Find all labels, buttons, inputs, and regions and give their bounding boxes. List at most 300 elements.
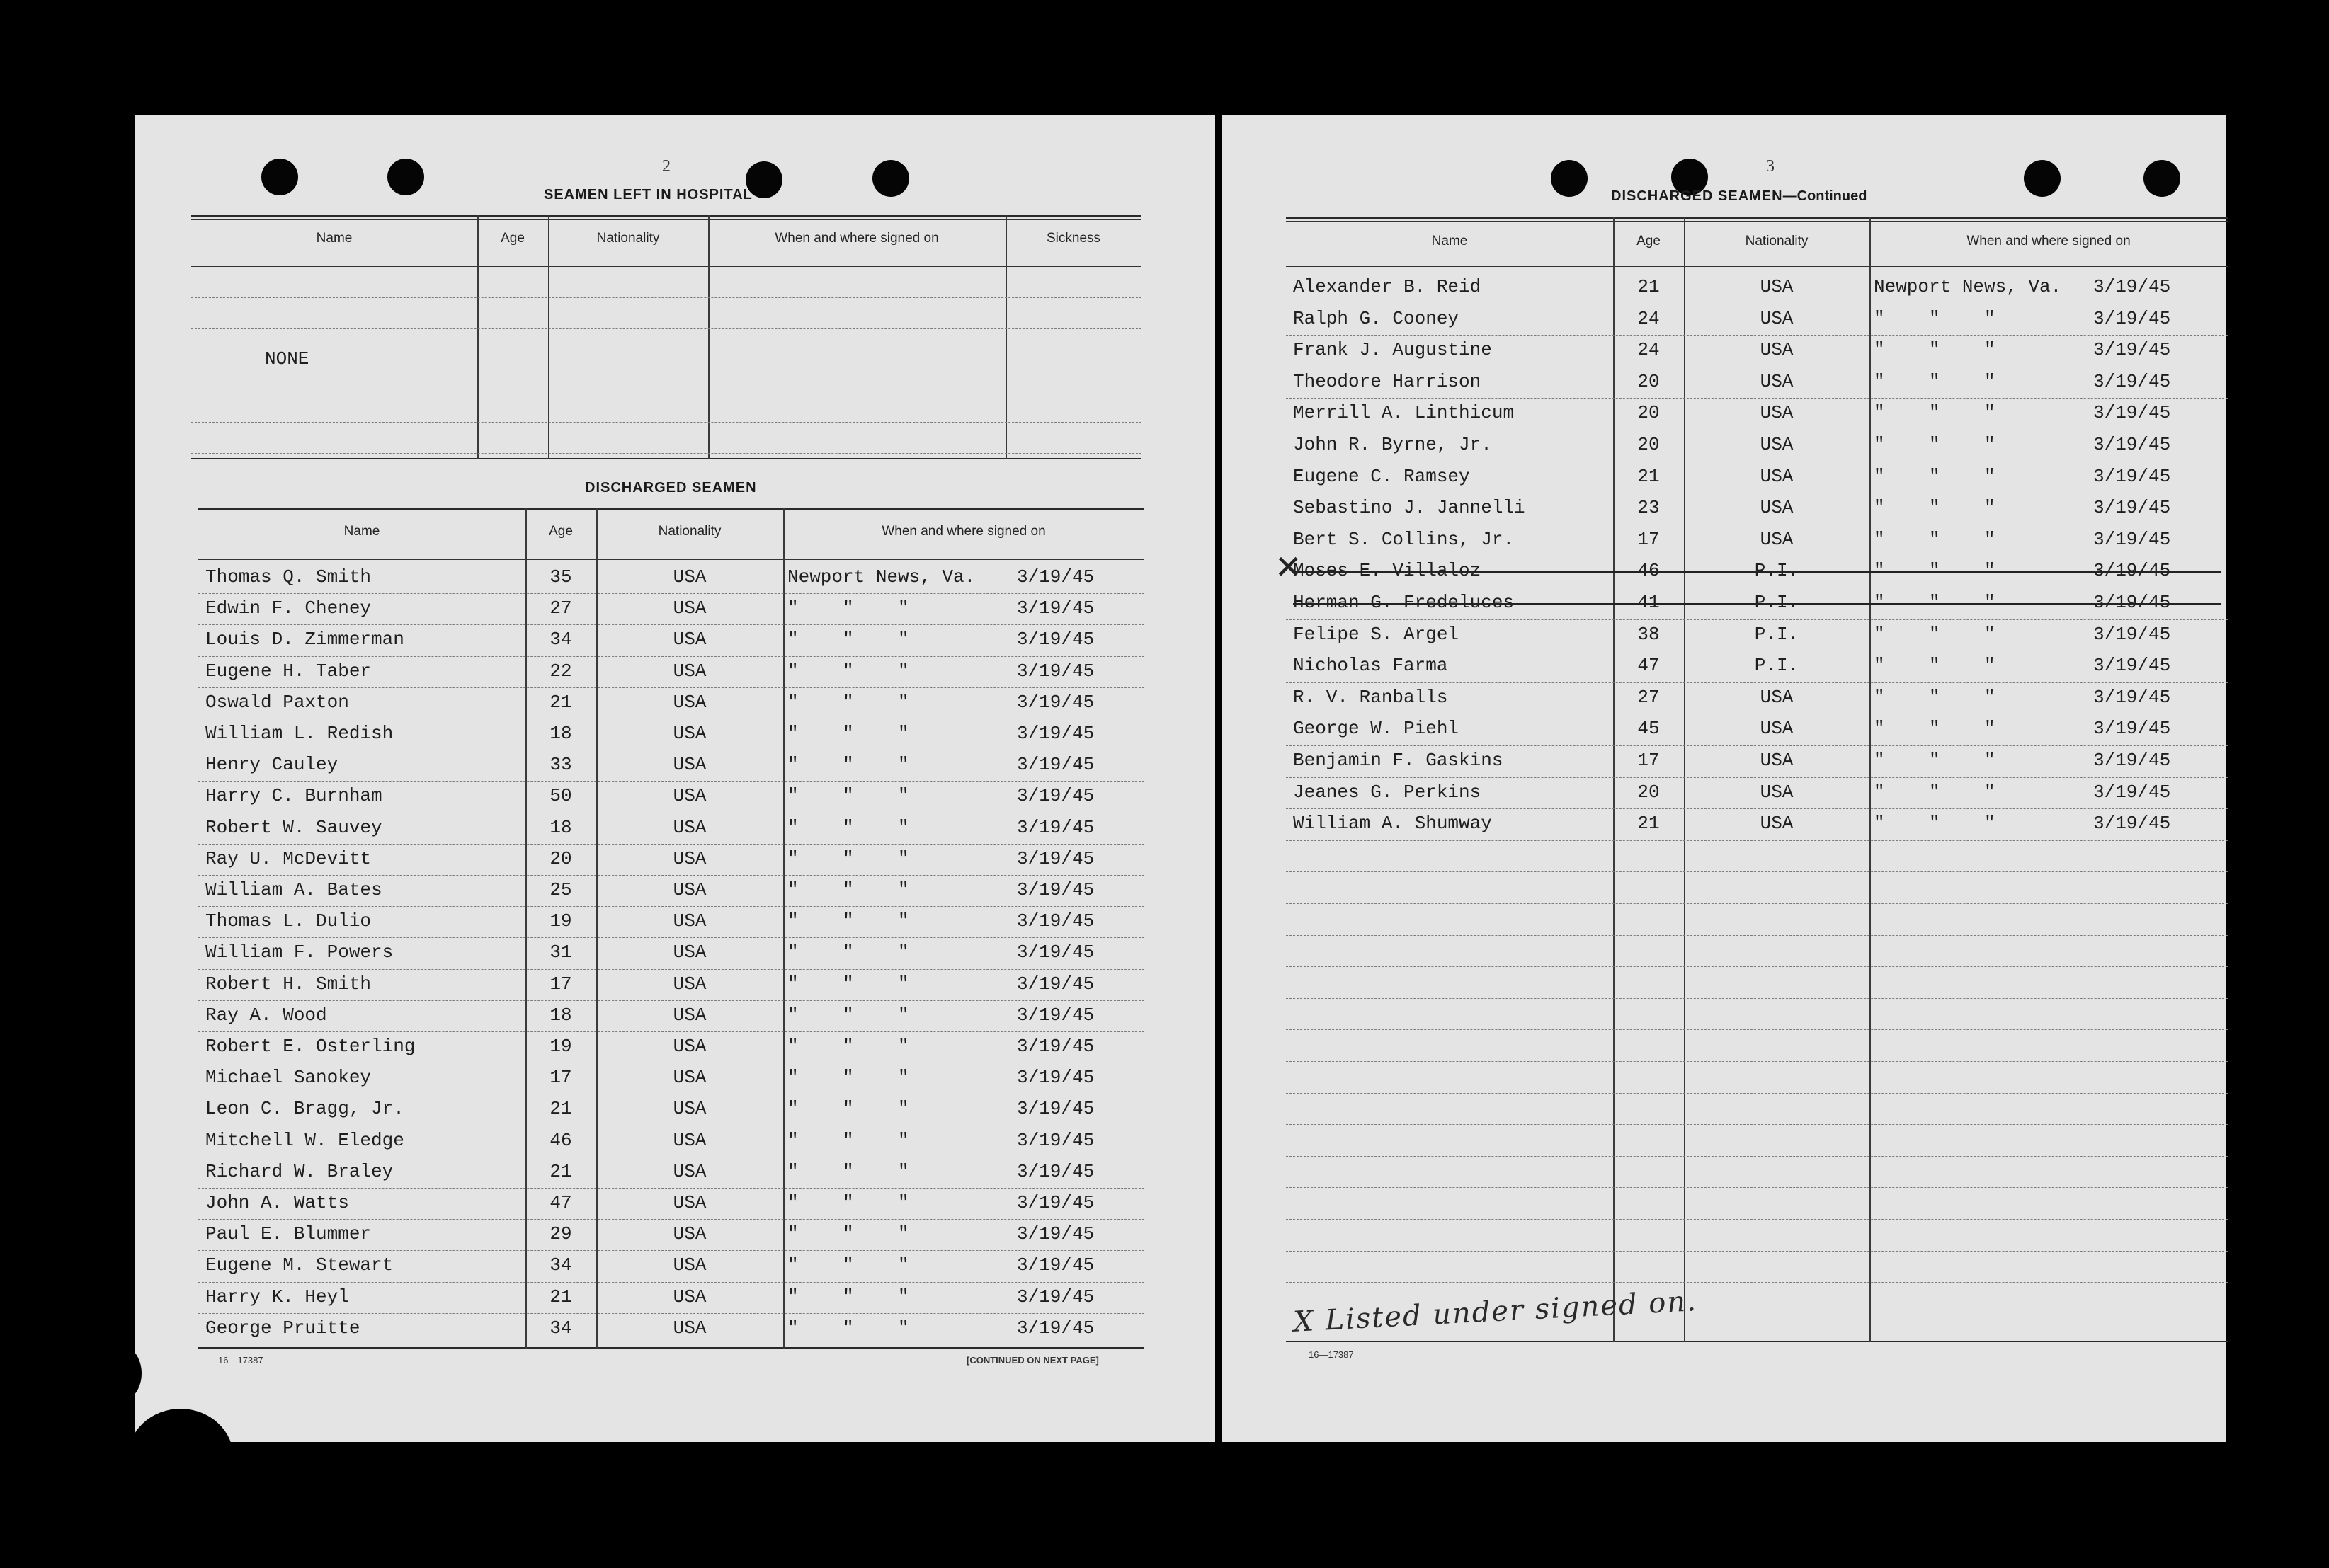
seaman-nationality: USA: [1760, 307, 1794, 329]
seaman-age: 22: [549, 660, 572, 682]
signed-on-place: " " ": [1874, 655, 1995, 677]
seaman-name: Leon C. Bragg, Jr.: [205, 1098, 404, 1120]
seaman-nationality: USA: [1760, 465, 1794, 487]
seaman-name: William F. Powers: [205, 942, 394, 963]
table-top-rule: [191, 215, 1141, 217]
row-rule: [1286, 871, 2228, 872]
signed-on-place: " " ": [1874, 528, 1995, 550]
column-header: Name: [316, 231, 353, 246]
seaman-nationality: USA: [1760, 813, 1794, 835]
table-bottom-rule: [1286, 1341, 2228, 1342]
punch-hole: [1551, 160, 1588, 197]
seaman-nationality: USA: [673, 566, 707, 588]
signed-on-place: " " ": [787, 1192, 909, 1213]
signed-on-date: 3/19/45: [1017, 816, 1095, 838]
signed-on-date: 3/19/45: [2093, 434, 2171, 455]
signed-on-date: 3/19/45: [2093, 623, 2171, 645]
seaman-name: Michael Sanokey: [205, 1067, 372, 1089]
table-row: [198, 937, 1144, 968]
table-row: [198, 750, 1144, 781]
seaman-age: 41: [1637, 592, 1660, 613]
table-row: [198, 844, 1144, 875]
seaman-age: 17: [1637, 750, 1660, 771]
hospital-table: [191, 215, 1141, 459]
seaman-nationality: USA: [673, 1192, 707, 1213]
row-rule: [1286, 1156, 2228, 1157]
column-header: Sickness: [1046, 231, 1101, 246]
seaman-age: 27: [1637, 686, 1660, 708]
column-header: When and where signed on: [882, 524, 1046, 539]
signed-on-date: 3/19/45: [1017, 1129, 1095, 1151]
table-row: [198, 969, 1144, 1000]
signed-on-date: 3/19/45: [1017, 597, 1095, 619]
signed-on-place: " " ": [1874, 339, 1995, 361]
seaman-nationality: USA: [673, 691, 707, 713]
signed-on-place: " " ": [787, 1317, 909, 1339]
signed-on-date: 3/19/45: [1017, 1317, 1095, 1339]
seaman-nationality: USA: [673, 1286, 707, 1307]
discharged-table: [198, 508, 1144, 1349]
continued-note: [CONTINUED ON NEXT PAGE]: [967, 1355, 1099, 1366]
seaman-nationality: USA: [673, 660, 707, 682]
seaman-nationality: USA: [673, 910, 707, 932]
column-divider: [548, 215, 549, 459]
column-divider: [477, 215, 479, 459]
seaman-age: 34: [549, 629, 572, 651]
row-rule: [191, 297, 1141, 298]
table-row: [198, 719, 1144, 750]
seaman-nationality: USA: [673, 1160, 707, 1182]
signed-on-place: " " ": [787, 879, 909, 900]
seaman-name: Alexander B. Reid: [1293, 276, 1481, 297]
seaman-age: 46: [1637, 560, 1660, 582]
row-rule: [191, 422, 1141, 423]
signed-on-date: 3/19/45: [2093, 686, 2171, 708]
table-row: [1286, 714, 2228, 745]
seaman-age: 18: [549, 723, 572, 744]
strikethrough-line: [1293, 571, 2221, 573]
signed-on-place: " " ": [787, 785, 909, 807]
table-row: [1286, 367, 2228, 398]
punch-hole: [872, 160, 909, 197]
seaman-age: 23: [1637, 497, 1660, 519]
page-number: 2: [662, 157, 671, 176]
signed-on-date: 3/19/45: [1017, 1004, 1095, 1026]
table-row: [1286, 335, 2228, 366]
seaman-age: 21: [549, 691, 572, 713]
seaman-nationality: USA: [673, 973, 707, 995]
signed-on-date: 3/19/45: [2093, 497, 2171, 519]
signed-on-date: 3/19/45: [1017, 629, 1095, 651]
seaman-nationality: USA: [1760, 434, 1794, 455]
signed-on-place: Newport News, Va.: [1874, 276, 2062, 297]
seaman-name: Mitchell W. Eledge: [205, 1129, 404, 1151]
seaman-nationality: USA: [673, 754, 707, 776]
strikethrough-line: [1293, 603, 2221, 605]
punch-hole: [261, 159, 298, 195]
row-rule: [1286, 966, 2228, 967]
seaman-nationality: USA: [673, 879, 707, 900]
table-top-rule: [1286, 221, 2228, 222]
column-header: Nationality: [596, 231, 660, 246]
signed-on-date: 3/19/45: [2093, 813, 2171, 835]
seaman-name: John A. Watts: [205, 1192, 349, 1213]
table-row: [198, 1126, 1144, 1157]
page-fold: [1215, 115, 1222, 1442]
seaman-nationality: USA: [1760, 750, 1794, 771]
seaman-name: Robert W. Sauvey: [205, 816, 382, 838]
table-row: [1286, 651, 2228, 682]
form-code: 16—17387: [1309, 1349, 1354, 1360]
seaman-name: Sebastino J. Jannelli: [1293, 497, 1525, 519]
table-row: [198, 656, 1144, 687]
signed-on-place: " " ": [1874, 686, 1995, 708]
seaman-name: Eugene M. Stewart: [205, 1254, 394, 1276]
signed-on-place: " " ": [787, 847, 909, 869]
seaman-age: 18: [549, 816, 572, 838]
table-row: [198, 1063, 1144, 1094]
seaman-nationality: USA: [1760, 339, 1794, 361]
ink-stain: [99, 1345, 142, 1402]
table-row: [1286, 398, 2228, 429]
row-rule: [191, 453, 1141, 454]
row-rule: [1286, 1029, 2228, 1030]
signed-on-date: 3/19/45: [1017, 1254, 1095, 1276]
seaman-age: 47: [549, 1192, 572, 1213]
seaman-name: Thomas L. Dulio: [205, 910, 372, 932]
signed-on-place: " " ": [1874, 497, 1995, 519]
signed-on-date: 3/19/45: [1017, 973, 1095, 995]
signed-on-date: 3/19/45: [1017, 660, 1095, 682]
punch-hole: [2143, 160, 2180, 197]
seaman-age: 34: [549, 1254, 572, 1276]
signed-on-date: 3/19/45: [2093, 276, 2171, 297]
seaman-age: 19: [549, 910, 572, 932]
table-row: [1286, 556, 2228, 587]
seaman-nationality: P.I.: [1754, 655, 1799, 677]
signed-on-date: 3/19/45: [2093, 560, 2171, 582]
seaman-nationality: USA: [673, 1004, 707, 1026]
title-suffix: —Continued: [1782, 188, 1867, 204]
seaman-nationality: USA: [1760, 528, 1794, 550]
seaman-age: 47: [1637, 655, 1660, 677]
signed-on-date: 3/19/45: [1017, 1098, 1095, 1120]
column-divider: [1006, 215, 1007, 459]
seaman-name: George W. Piehl: [1293, 718, 1459, 740]
signed-on-date: 3/19/45: [1017, 1036, 1095, 1057]
seaman-nationality: USA: [673, 785, 707, 807]
signed-on-place: " " ": [1874, 307, 1995, 329]
seaman-nationality: USA: [673, 1317, 707, 1339]
seaman-name: Herman G. Fredeluces: [1293, 592, 1515, 613]
seaman-age: 21: [549, 1286, 572, 1307]
seaman-age: 21: [1637, 276, 1660, 297]
form-code: 16—17387: [218, 1355, 263, 1366]
seaman-age: 20: [1637, 370, 1660, 392]
seaman-name: Frank J. Augustine: [1293, 339, 1492, 361]
seaman-name: Robert H. Smith: [205, 973, 372, 995]
seaman-name: Eugene H. Taber: [205, 660, 372, 682]
seaman-age: 17: [549, 973, 572, 995]
signed-on-place: " " ": [787, 1098, 909, 1120]
seaman-nationality: USA: [673, 847, 707, 869]
signed-on-place: " " ": [787, 1004, 909, 1026]
signed-on-date: 3/19/45: [1017, 1067, 1095, 1089]
seaman-name: Henry Cauley: [205, 754, 338, 776]
table-header-rule: [198, 559, 1144, 560]
signed-on-place: " " ": [1874, 402, 1995, 424]
table-row: [198, 1282, 1144, 1313]
seaman-name: William A. Bates: [205, 879, 382, 900]
signed-on-date: 3/19/45: [2093, 402, 2171, 424]
row-rule: [1286, 1251, 2228, 1252]
signed-on-place: " " ": [1874, 434, 1995, 455]
seaman-age: 24: [1637, 307, 1660, 329]
seaman-nationality: P.I.: [1754, 623, 1799, 645]
seaman-age: 19: [549, 1036, 572, 1057]
signed-on-date: 3/19/45: [2093, 655, 2171, 677]
table-row: [198, 813, 1144, 844]
row-rule: [1286, 1282, 2228, 1283]
signed-on-place: " " ": [787, 660, 909, 682]
seaman-age: 24: [1637, 339, 1660, 361]
signed-on-date: 3/19/45: [1017, 847, 1095, 869]
seaman-name: Edwin F. Cheney: [205, 597, 372, 619]
signed-on-place: " " ": [787, 816, 909, 838]
seaman-age: 25: [549, 879, 572, 900]
seaman-name: Felipe S. Argel: [1293, 623, 1459, 645]
signed-on-date: 3/19/45: [2093, 465, 2171, 487]
seaman-name: Eugene C. Ramsey: [1293, 465, 1470, 487]
seaman-name: Richard W. Braley: [205, 1160, 394, 1182]
seaman-nationality: USA: [1760, 276, 1794, 297]
signed-on-date: 3/19/45: [1017, 1223, 1095, 1245]
seaman-name: Harry C. Burnham: [205, 785, 382, 807]
signed-on-place: " " ": [787, 754, 909, 776]
signed-on-date: 3/19/45: [2093, 528, 2171, 550]
row-rule: [1286, 1219, 2228, 1220]
x-mark-icon: ✕: [1275, 548, 1302, 586]
table-row: [198, 1219, 1144, 1250]
signed-on-place: " " ": [787, 723, 909, 744]
signed-on-date: 3/19/45: [2093, 370, 2171, 392]
table-row: [198, 1157, 1144, 1188]
signed-on-date: 3/19/45: [2093, 781, 2171, 803]
seaman-nationality: USA: [673, 1254, 707, 1276]
seaman-name: William L. Redish: [205, 723, 394, 744]
seaman-name: Ray U. McDevitt: [205, 847, 372, 869]
seaman-age: 33: [549, 754, 572, 776]
signed-on-date: 3/19/45: [1017, 942, 1095, 963]
column-header: Nationality: [1745, 234, 1809, 248]
table-row: [198, 1188, 1144, 1219]
signed-on-place: Newport News, Va.: [787, 566, 976, 588]
signed-on-place: " " ": [787, 1160, 909, 1182]
column-header: Nationality: [658, 524, 722, 539]
seaman-name: Ralph G. Cooney: [1293, 307, 1459, 329]
seaman-nationality: USA: [673, 1098, 707, 1120]
seaman-age: 21: [1637, 813, 1660, 835]
row-rule: [1286, 840, 2228, 841]
ink-stain: [127, 1409, 234, 1508]
table-bottom-rule: [198, 1347, 1144, 1349]
table-row: [198, 875, 1144, 906]
seaman-age: 17: [549, 1067, 572, 1089]
seaman-nationality: USA: [1760, 370, 1794, 392]
table-header-rule: [1286, 266, 2228, 267]
column-header: Name: [1431, 234, 1468, 248]
signed-on-place: " " ": [1874, 560, 1995, 582]
signed-on-date: 3/19/45: [2093, 750, 2171, 771]
table-row: [1286, 493, 2228, 524]
table-bottom-rule: [191, 458, 1141, 459]
signed-on-date: 3/19/45: [1017, 1160, 1095, 1182]
table-row: [198, 1250, 1144, 1281]
row-rule: [1286, 1187, 2228, 1188]
column-header: Name: [343, 524, 380, 539]
signed-on-place: " " ": [787, 1067, 909, 1089]
seaman-age: 17: [1637, 528, 1660, 550]
signed-on-date: 3/19/45: [1017, 1192, 1095, 1213]
table-row: [198, 593, 1144, 624]
table-row: [198, 1000, 1144, 1031]
signed-on-place: " " ": [787, 597, 909, 619]
seaman-age: 29: [549, 1223, 572, 1245]
row-rule: [1286, 1093, 2228, 1094]
seaman-age: 18: [549, 1004, 572, 1026]
seaman-name: Harry K. Heyl: [205, 1286, 349, 1307]
page-number: 3: [1766, 157, 1775, 176]
seaman-nationality: USA: [673, 1036, 707, 1057]
signed-on-date: 3/19/45: [2093, 592, 2171, 613]
column-header: When and where signed on: [775, 231, 939, 246]
seaman-nationality: USA: [1760, 497, 1794, 519]
table-top-rule: [1286, 217, 2228, 219]
seaman-nationality: USA: [1760, 781, 1794, 803]
table-header-rule: [191, 266, 1141, 267]
discharged-continued-title: [1611, 188, 1867, 205]
signed-on-place: " " ": [787, 942, 909, 963]
table-row: [1286, 682, 2228, 714]
signed-on-place: " " ": [1874, 592, 1995, 613]
signed-on-date: 3/19/45: [1017, 879, 1095, 900]
column-header: Age: [1636, 234, 1661, 248]
seaman-age: 21: [549, 1160, 572, 1182]
seaman-age: 27: [549, 597, 572, 619]
signed-on-place: " " ": [787, 691, 909, 713]
seaman-name: George Pruitte: [205, 1317, 360, 1339]
seaman-age: 34: [549, 1317, 572, 1339]
seaman-nationality: USA: [673, 1129, 707, 1151]
handwritten-note: X Listed under signed on.: [1292, 1285, 1698, 1339]
seaman-name: Louis D. Zimmerman: [205, 629, 404, 651]
seaman-name: Paul E. Blummer: [205, 1223, 372, 1245]
table-row: [198, 781, 1144, 812]
row-rule: [1286, 1124, 2228, 1125]
title-main: DISCHARGED SEAMEN: [1611, 188, 1783, 204]
signed-on-place: " " ": [787, 629, 909, 651]
seaman-name: Nicholas Farma: [1293, 655, 1448, 677]
punch-hole: [387, 159, 424, 195]
seaman-name: William A. Shumway: [1293, 813, 1492, 835]
signed-on-date: 3/19/45: [2093, 718, 2171, 740]
row-rule: [1286, 903, 2228, 904]
table-row: [1286, 745, 2228, 777]
signed-on-date: 3/19/45: [1017, 566, 1095, 588]
signed-on-place: " " ": [1874, 813, 1995, 835]
seaman-age: 45: [1637, 718, 1660, 740]
column-header: When and where signed on: [1966, 234, 2131, 248]
seaman-nationality: USA: [1760, 686, 1794, 708]
seaman-age: 38: [1637, 623, 1660, 645]
seaman-name: Theodore Harrison: [1293, 370, 1481, 392]
table-row: [1286, 525, 2228, 556]
table-row: [198, 624, 1144, 656]
seaman-nationality: USA: [673, 942, 707, 963]
hospital-section-title: SEAMEN LEFT IN HOSPITAL: [544, 187, 753, 202]
table-row: [1286, 462, 2228, 493]
signed-on-place: " " ": [787, 1223, 909, 1245]
signed-on-place: " " ": [787, 1286, 909, 1307]
seaman-age: 50: [549, 785, 572, 807]
table-row: [198, 562, 1144, 593]
seaman-age: 21: [1637, 465, 1660, 487]
seaman-nationality: USA: [673, 629, 707, 651]
seaman-name: Benjamin F. Gaskins: [1293, 750, 1503, 771]
signed-on-place: " " ": [1874, 465, 1995, 487]
discharged-section-title: DISCHARGED SEAMEN: [585, 480, 757, 496]
seaman-age: 20: [1637, 434, 1660, 455]
signed-on-date: 3/19/45: [1017, 1286, 1095, 1307]
signed-on-date: 3/19/45: [1017, 723, 1095, 744]
seaman-nationality: USA: [673, 597, 707, 619]
table-row: [1286, 619, 2228, 651]
table-top-rule: [198, 508, 1144, 510]
signed-on-place: " " ": [1874, 750, 1995, 771]
discharged-continued-table: [1275, 217, 2228, 1342]
signed-on-date: 3/19/45: [2093, 339, 2171, 361]
row-rule: [1286, 1061, 2228, 1062]
table-row: [1286, 304, 2228, 335]
table-row: [1286, 430, 2228, 461]
signed-on-place: " " ": [1874, 718, 1995, 740]
signed-on-place: " " ": [787, 1129, 909, 1151]
seaman-nationality: USA: [673, 723, 707, 744]
seaman-name: John R. Byrne, Jr.: [1293, 434, 1492, 455]
table-row: [1286, 272, 2228, 303]
table-row: [1286, 808, 2228, 840]
row-rule: [1286, 998, 2228, 999]
seaman-name: Merrill A. Linthicum: [1293, 402, 1515, 424]
seaman-age: 35: [549, 566, 572, 588]
table-row: [198, 1031, 1144, 1063]
row-rule: [191, 328, 1141, 329]
seaman-name: Moses E. Villaloz: [1293, 560, 1481, 582]
table-row: [1286, 588, 2228, 619]
hospital-entry: NONE: [265, 348, 309, 370]
column-header: Age: [549, 524, 573, 539]
seaman-name: Bert S. Collins, Jr.: [1293, 528, 1515, 550]
seaman-age: 20: [1637, 402, 1660, 424]
seaman-age: 21: [549, 1098, 572, 1120]
table-row: [198, 687, 1144, 719]
seaman-name: Oswald Paxton: [205, 691, 349, 713]
signed-on-place: " " ": [1874, 623, 1995, 645]
table-row: [198, 1094, 1144, 1125]
table-top-rule: [191, 219, 1141, 220]
seaman-name: R. V. Ranballs: [1293, 686, 1448, 708]
signed-on-place: " " ": [787, 910, 909, 932]
